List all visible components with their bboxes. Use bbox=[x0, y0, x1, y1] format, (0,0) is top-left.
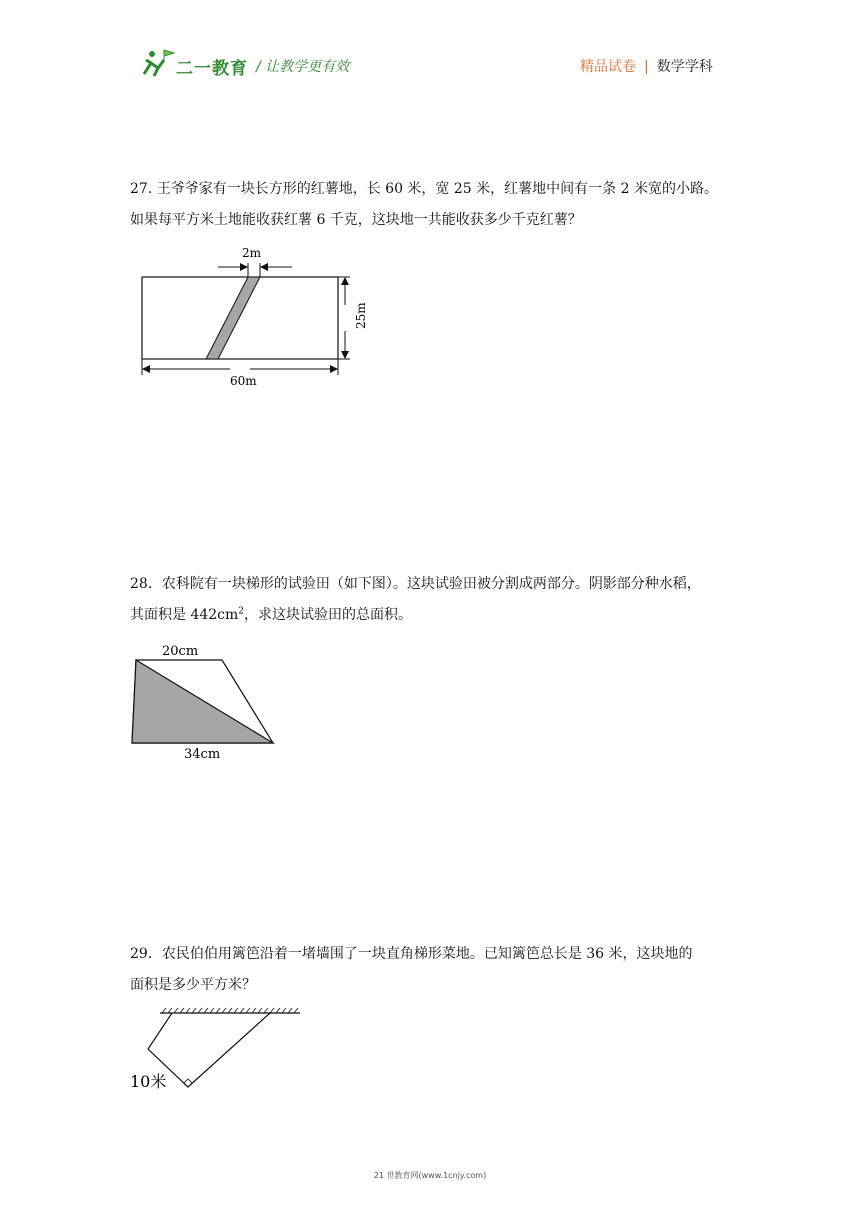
rectangle-field-figure bbox=[130, 245, 380, 390]
trapezoid-field-figure bbox=[128, 640, 288, 765]
right-angle-mark bbox=[184, 1079, 192, 1087]
fence-garden-figure bbox=[128, 1005, 308, 1095]
question-28 bbox=[130, 569, 730, 631]
path-strip bbox=[206, 277, 260, 359]
runner-flag-icon bbox=[136, 48, 176, 80]
question-text: 27. 王爷爷家有一块长方形的红薯地，长 60 米，宽 25 米，红薯地中间有一条 2 米宽的小路。 bbox=[130, 181, 718, 197]
question-29 bbox=[130, 939, 730, 1001]
height-label: 25m bbox=[354, 302, 368, 329]
page-footer: 21 世教育网(www.1cnjy.com) bbox=[373, 1171, 487, 1180]
brand-name: 二一教育 bbox=[176, 59, 248, 79]
field-rectangle bbox=[142, 277, 338, 359]
paper-tag: 精品试卷 bbox=[580, 59, 636, 75]
header-divider: | bbox=[644, 59, 649, 75]
question-text: 面积是多少平方米？ bbox=[130, 977, 256, 993]
question-text: 29．农民伯伯用篱笆沿着一堵墙围了一块直角梯形菜地。已知篱笆总长是 36 米，这块地的 bbox=[130, 946, 693, 962]
header-right bbox=[580, 56, 713, 76]
subject-label: 数学学科 bbox=[656, 59, 713, 75]
page-header bbox=[0, 0, 860, 80]
bottom-base-label: 34cm bbox=[184, 747, 221, 762]
length-label: 60m bbox=[230, 374, 257, 388]
question-text: 28．农科院有一块梯形的试验田（如下图）。这块试验田被分割成两部分。阴影部分种水稻， bbox=[130, 576, 701, 592]
brand-slogan: / 让教学更有效 bbox=[256, 59, 350, 75]
question-text: 其面积是 $442cm^2$，求这块试验田的总面积。 bbox=[130, 606, 413, 623]
question-text: 如果每平方米土地能收获红薯 6 千克，这块地一共能收获多少千克红薯？ bbox=[130, 212, 582, 228]
top-base-label: 20cm bbox=[162, 644, 199, 659]
side-length-label: 10米 bbox=[130, 1072, 167, 1091]
question-27 bbox=[130, 174, 730, 236]
wall-hatching bbox=[162, 1008, 298, 1013]
path-width-label: 2m bbox=[242, 246, 262, 260]
